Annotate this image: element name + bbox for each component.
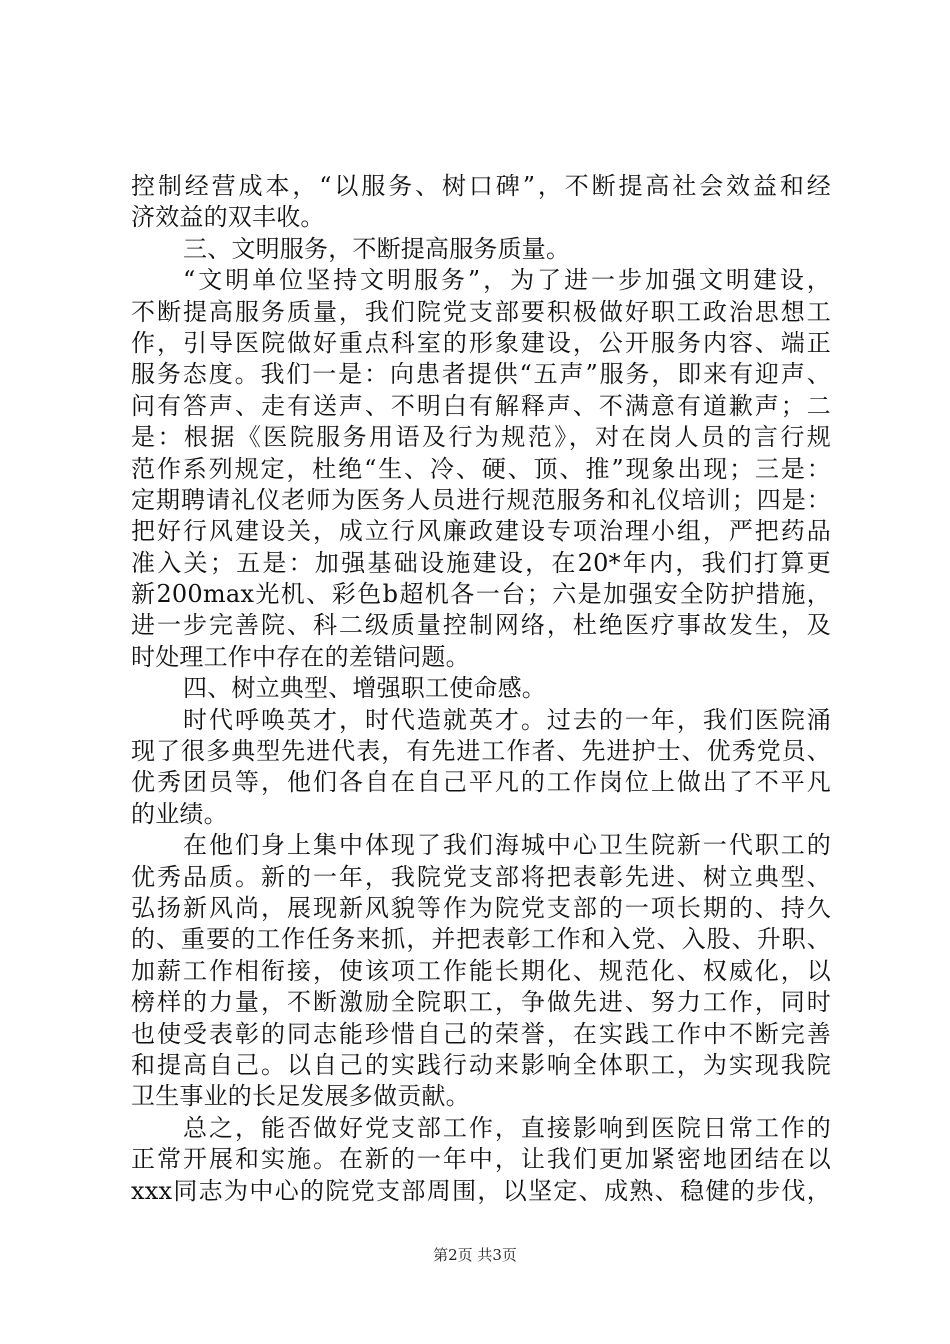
text-line: 在他们身上集中体现了我们海城中心卫生院新一代职工的 xyxy=(183,831,831,860)
text-line: 范作系列规定，杜绝“生、冷、硬、顶、推”现象出现；三是： xyxy=(131,454,831,483)
text-line: 弘扬新风尚，展现新风貌等作为院党支部的一项长期的、持久 xyxy=(131,893,831,922)
document-body xyxy=(131,171,831,1207)
text-line: 把好行风建设关，成立行风廉政建设专项治理小组，严把药品 xyxy=(131,517,831,546)
text-line: 济效益的双丰收。 xyxy=(131,203,325,232)
text-line: xxx同志为中心的院党支部周围，以坚定、成熟、稳健的步伐， xyxy=(131,1176,831,1205)
text-line: 正常开展和实施。在新的一年中，让我们更加紧密地团结在以 xyxy=(131,1145,831,1174)
text-line: 准入关；五是：加强基础设施建设，在20*年内，我们打算更 xyxy=(131,548,831,577)
text-line: 问有答声、走有送声、不明白有解释声、不满意有道歉声；二 xyxy=(131,391,831,420)
text-line: 三、文明服务，不断提高服务质量。 xyxy=(183,234,571,263)
text-line: 的、重要的工作任务来抓，并把表彰工作和入党、入股、升职、 xyxy=(131,925,831,954)
text-line: 是：根据《医院服务用语及行为规范》，对在岗人员的言行规 xyxy=(131,423,831,452)
text-line: 作，引导医院做好重点科室的形象建设，公开服务内容、端正 xyxy=(131,328,831,357)
text-line: 不断提高服务质量，我们院党支部要积极做好职工政治思想工 xyxy=(131,297,831,326)
text-line: 也使受表彰的同志能珍惜自己的荣誉，在实践工作中不断完善 xyxy=(131,1019,831,1048)
text-line: 定期聘请礼仪老师为医务人员进行规范服务和礼仪培训；四是： xyxy=(131,485,831,514)
text-line: 和提高自己。以自己的实践行动来影响全体职工，为实现我院 xyxy=(131,1050,831,1079)
text-line: 加薪工作相衔接，使该项工作能长期化、规范化、权威化，以 xyxy=(131,956,831,985)
text-line: 优秀团员等，他们各自在自己平凡的工作岗位上做出了不平凡 xyxy=(131,768,831,797)
text-line: 服务态度。我们一是：向患者提供“五声”服务，即来有迎声、 xyxy=(131,360,831,389)
text-line: 的业绩。 xyxy=(131,799,228,828)
text-line: 卫生事业的长足发展多做贡献。 xyxy=(131,1082,470,1111)
text-line: “文明单位坚持文明服务”，为了进一步加强文明建设， xyxy=(183,266,831,295)
page-footer: 第2页 共3页 xyxy=(433,1246,517,1264)
text-line: 新200max光机、彩色b超机各一台；六是加强安全防护措施， xyxy=(131,580,831,609)
text-line: 榜样的力量，不断激励全院职工，争做先进、努力工作，同时 xyxy=(131,988,831,1017)
text-line: 现了很多典型先进代表，有先进工作者、先进护士、优秀党员、 xyxy=(131,737,831,766)
text-line: 时代呼唤英才，时代造就英才。过去的一年，我们医院涌 xyxy=(183,705,831,734)
text-line: 控制经营成本，“以服务、树口碑”，不断提高社会效益和经 xyxy=(131,172,831,200)
text-line: 总之，能否做好党支部工作，直接影响到医院日常工作的 xyxy=(183,1113,831,1142)
text-line: 进一步完善院、科二级质量控制网络，杜绝医疗事故发生，及 xyxy=(131,611,831,640)
text-line: 四、树立典型、增强职工使命感。 xyxy=(183,674,546,703)
text-line: 优秀品质。新的一年，我院党支部将把表彰先进、树立典型、 xyxy=(131,862,831,891)
text-line: 时处理工作中存在的差错问题。 xyxy=(131,642,470,671)
